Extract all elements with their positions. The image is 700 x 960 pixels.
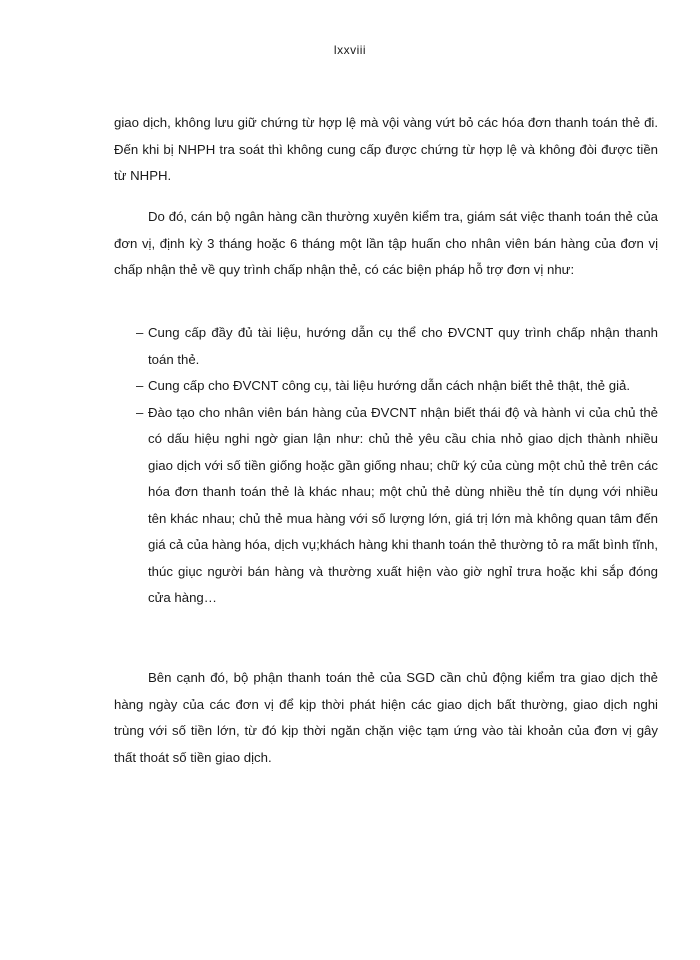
page-number: lxxviii xyxy=(333,43,367,57)
list-item-text: Cung cấp cho ĐVCNT công cụ, tài liệu hướng dẫn cách nhận biết thẻ thật, thẻ giả. xyxy=(148,378,631,393)
list-item-text: Đào tạo cho nhân viên bán hàng của ĐVCNT nhận biết thái độ và hành vi của chủ thẻ có dấu hiệu nghi ngờ gian lận như: chủ thẻ yêu cầu chia nhỏ giao dịch thành nhiều giao dịch với số tiền giống hoặc gần giống nhau; chữ ký của cùng một chủ thẻ trên các hóa đơn thanh toán thẻ là khác nhau; một chủ thẻ dùng nhiều thẻ tín dụng với nhiều tên khác nhau; chủ thẻ mua hàng với số lượng lớn, giá trị lớn mà không quan tâm đến giá cả của hàng hóa, dịch vụ;khách hàng khi thanh toán thẻ thường tỏ ra mất bình tĩnh, thúc giục người bán hàng và thường xuất hiện vào giờ nghỉ trưa hoặc khi sắp đóng cửa hàng… xyxy=(148,404,658,605)
list-item xyxy=(114,400,658,612)
support-measures-list xyxy=(114,320,658,612)
bullet-dash: – xyxy=(136,378,144,393)
bullet-dash: – xyxy=(136,325,144,340)
list-item xyxy=(114,320,658,373)
paragraph-intro-continuation: giao dịch, không lưu giữ chứng từ hợp lệ mà vội vàng vứt bỏ các hóa đơn thanh toán thẻ đi. Đến khi bị NHPH tra soát thì không cung cấp được chứng từ hợp lệ và không đòi được tiền từ NHPH. xyxy=(114,115,658,183)
bullet-dash: – xyxy=(136,404,144,420)
paragraph-recommendation: Do đó, cán bộ ngân hàng cần thường xuyên kiểm tra, giám sát việc thanh toán thẻ của đơn vị, định kỳ 3 tháng hoặc 6 tháng một lần tập huấn cho nhân viên bán hàng của đơn vị chấp nhận thẻ về quy trình chấp nhận thẻ, có các biện pháp hỗ trợ đơn vị như: xyxy=(114,209,658,277)
list-item-text: Cung cấp đầy đủ tài liệu, hướng dẫn cụ thể cho ĐVCNT quy trình chấp nhận thanh toán thẻ. xyxy=(148,325,658,367)
paragraph-conclusion: Bên cạnh đó, bộ phận thanh toán thẻ của SGD cần chủ động kiểm tra giao dịch thẻ hàng ngày của các đơn vị để kịp thời phát hiện các giao dịch bất thường, giao dịch nghi trùng với số tiền lớn, từ đó kịp thời ngăn chặn việc tạm ứng vào tài khoản của đơn vị gây thất thoát số tiền giao dịch. xyxy=(114,670,658,765)
list-item xyxy=(114,373,658,400)
